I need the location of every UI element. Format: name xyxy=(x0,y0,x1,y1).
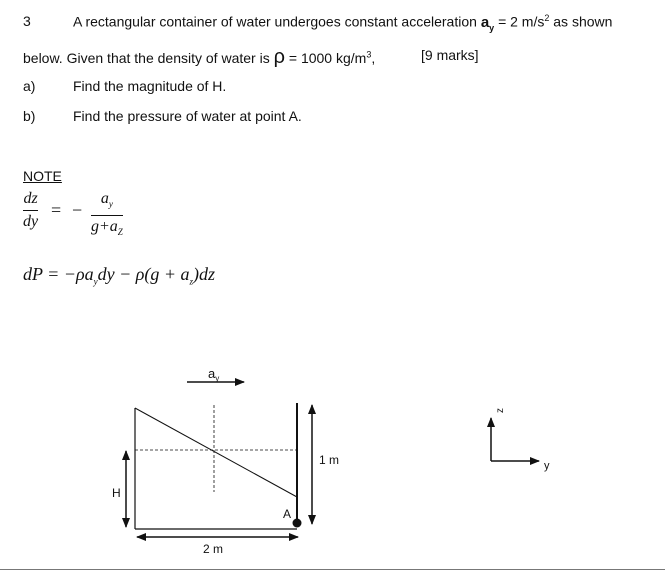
point-a-marker xyxy=(293,519,302,528)
eq1-rhs-denominator: $g+a_Z$ xyxy=(91,218,123,238)
question-line-2-text: below. Given that the density of water is xyxy=(23,50,270,66)
question-line-1-end: as shown xyxy=(553,13,613,30)
accel-label: $a_y$ xyxy=(208,366,220,383)
free-surface-line xyxy=(135,408,297,497)
part-b-text: Find the pressure of water at point A. xyxy=(73,108,302,124)
width-label: 2 m xyxy=(203,542,224,556)
rho-comma: , xyxy=(371,50,376,66)
eq1-minus: − xyxy=(72,200,83,220)
part-a-label: a) xyxy=(23,78,36,94)
eq1-equals: = xyxy=(51,200,62,220)
rho-value: = 1000 kg/m xyxy=(288,50,367,66)
rho-symbol: ρ xyxy=(273,46,285,68)
part-a-text: Find the magnitude of H. xyxy=(73,78,227,94)
note-heading: NOTE xyxy=(23,168,62,184)
marks-label: [9 marks] xyxy=(421,47,479,63)
eq1-rhs-numerator: $a_y$ xyxy=(100,190,113,210)
question-number: 3 xyxy=(23,13,31,29)
accel-value: = 2 m/s xyxy=(498,13,545,30)
height-label: 1 m xyxy=(319,453,340,467)
accel-symbol: $a_y$ xyxy=(480,13,495,33)
z-axis-label: z xyxy=(495,408,506,413)
part-b-label: b) xyxy=(23,108,36,124)
h-label: H xyxy=(112,486,121,500)
eq1-lhs-numerator: dz xyxy=(23,190,38,207)
bottom-divider xyxy=(0,569,665,570)
eq1-lhs-denominator: dy xyxy=(23,213,39,231)
question-line-1-text: A rectangular container of water undergoes constant acceleration xyxy=(73,13,477,30)
point-a-label: A xyxy=(283,507,292,521)
y-axis-label: y xyxy=(544,460,550,472)
eq2: dP = $-\rho a_ydy - \rho(g + a_z)dz$ xyxy=(23,264,216,287)
accel-exponent: 2 xyxy=(544,13,550,23)
rho-exponent: 3 xyxy=(366,49,372,60)
